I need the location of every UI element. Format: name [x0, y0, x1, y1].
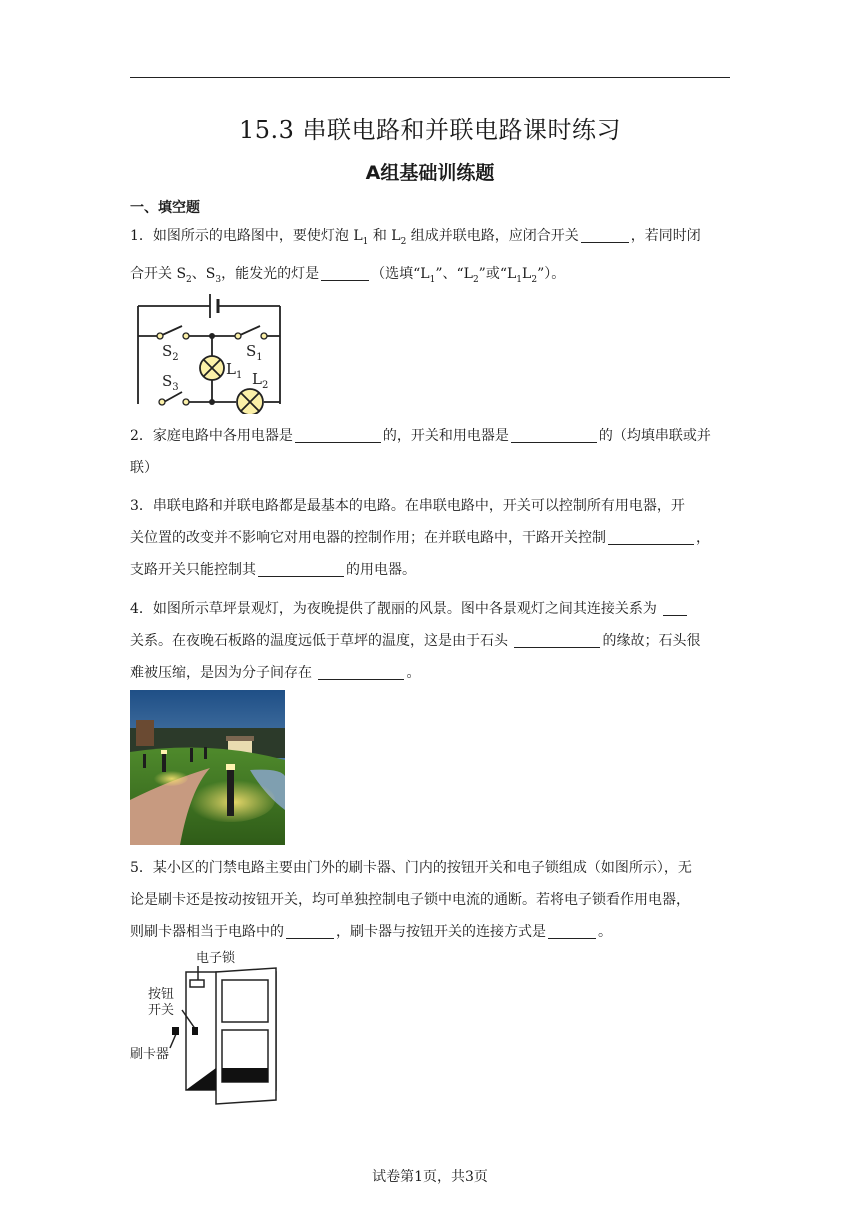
answer-blank[interactable] [581, 226, 629, 243]
page-subtitle: A组基础训练题 [365, 162, 495, 184]
lawn-lamp-photo [130, 690, 285, 845]
section-heading: 一、填空题 [130, 200, 200, 216]
circuit-diagram [130, 288, 290, 414]
answer-blank[interactable] [258, 560, 344, 577]
answer-blank[interactable] [321, 264, 369, 281]
question-1 [130, 220, 730, 296]
label-card-reader: 刷卡器 [130, 1047, 170, 1062]
question-3-line-2: 关位置的改变并不影响它对用电器的控制作用；在并联电路中，干路开关控制 ， [130, 530, 710, 546]
question-3 [130, 490, 730, 586]
question-4 [130, 593, 730, 689]
answer-blank[interactable] [511, 426, 597, 443]
question-1-line-2: 合开关 $S_2$、$S_3$，能发光的灯是 （选填“$L_1$”、“$L_2$”或“$L_1L_2$”）。 [130, 265, 566, 285]
answer-blank[interactable] [608, 528, 694, 545]
label-electronic-lock: 电子锁 [196, 951, 236, 966]
answer-blank[interactable] [663, 599, 687, 616]
question-5-line-2: 论是刷卡还是按动按钮开关，均可单独控制电子锁中电流的通断。若将电子锁看作用电器， [130, 892, 690, 908]
page-title: 15.3 串联电路和并联电路课时练习 [238, 116, 622, 144]
label-button-switch-2: 开关 [148, 1003, 175, 1018]
question-5 [130, 852, 730, 948]
answer-blank[interactable] [318, 663, 404, 680]
answer-blank[interactable] [295, 426, 381, 443]
label-l2: $L_2$ [252, 370, 269, 391]
question-2-line-2: 联） [130, 460, 158, 476]
answer-blank[interactable] [548, 922, 596, 939]
question-5-line-1: 5．某小区的门禁电路主要由门外的刷卡器、门内的按钮开关和电子锁组成（如图所示），无 [130, 860, 692, 876]
question-1-line-1: 1．如图所示的电路图中，要使灯泡 $L_1$ 和 $L_2$ 组成并联电路，应闭合开关 ，若同时闭 [130, 228, 701, 247]
label-l1: $L_1$ [226, 360, 243, 381]
answer-blank[interactable] [286, 922, 334, 939]
question-2-line-1: 2．家庭电路中各用电器是 的，开关和用电器是 的（均填串联或并 [130, 428, 711, 444]
page-footer: 试卷第1页，共3页 [372, 1169, 488, 1185]
question-4-line-2: 关系。在夜晚石板路的温度远低于草坪的温度，这是由于石头 的缘故；石头很 [130, 633, 701, 649]
question-3-line-3: 支路开关只能控制其 的用电器。 [130, 562, 416, 578]
label-s3: $S_3$ [162, 372, 179, 393]
door-access-diagram [130, 944, 290, 1108]
label-s1: $S_1$ [246, 342, 263, 363]
header-rule [130, 77, 730, 78]
question-3-line-1: 3．串联电路和并联电路都是最基本的电路。在串联电路中，开关可以控制所有用电器，开 [130, 498, 685, 514]
question-4-line-1: 4．如图所示草坪景观灯，为夜晚提供了靓丽的风景。图中各景观灯之间其连接关系为 [130, 593, 730, 625]
question-2 [130, 420, 730, 484]
label-button-switch-1: 按钮 [148, 987, 175, 1002]
question-4-line-3: 难被压缩，是因为分子间存在 。 [130, 665, 421, 681]
answer-blank[interactable] [514, 631, 600, 648]
question-5-line-3: 则刷卡器相当于电路中的 ，刷卡器与按钮开关的连接方式是 。 [130, 924, 612, 940]
label-s2: $S_2$ [162, 342, 179, 363]
